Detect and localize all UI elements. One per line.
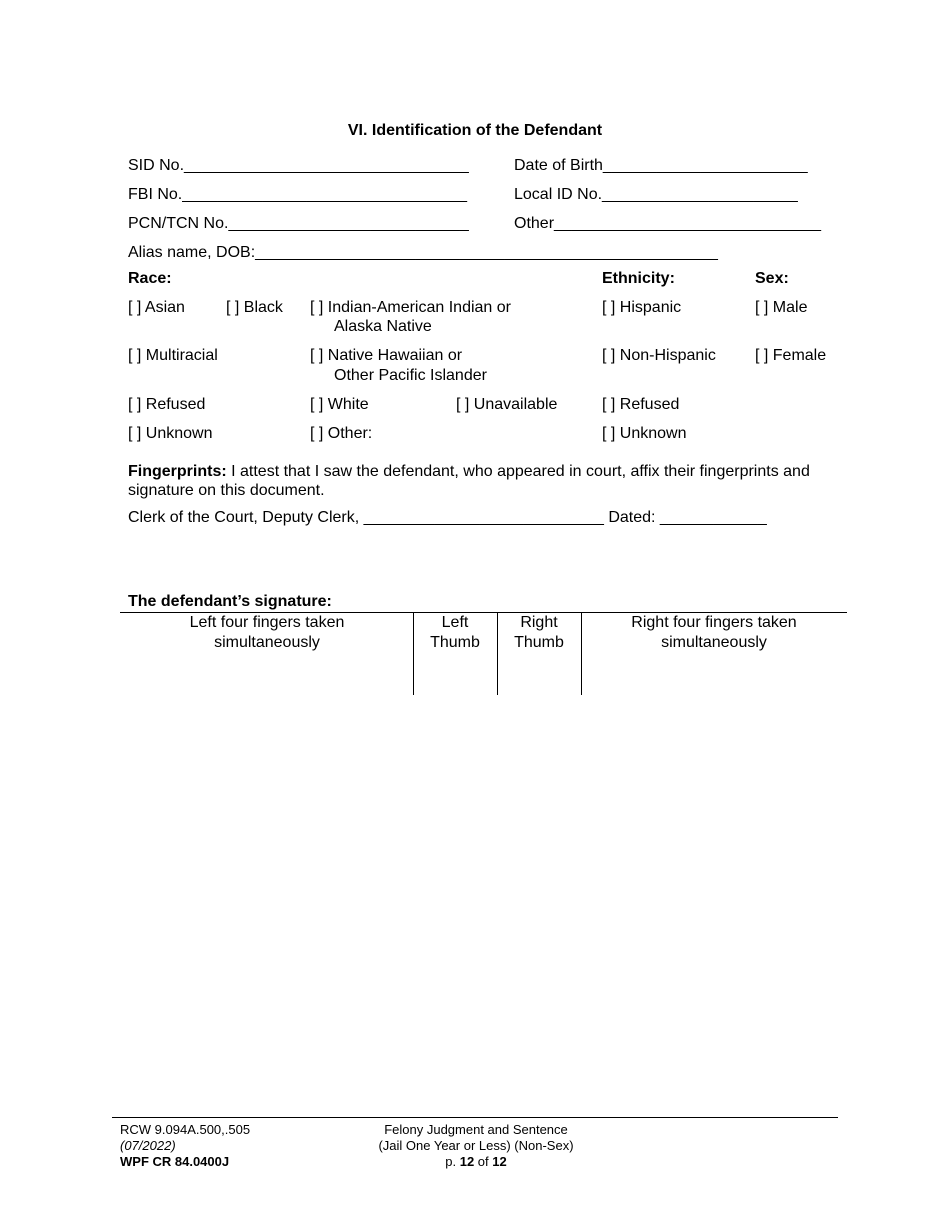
sex-heading: Sex: <box>755 270 789 287</box>
footer-doc-subtitle: (Jail One Year or Less) (Non-Sex) <box>378 1138 574 1153</box>
race-other-option[interactable]: [ ] Other: <box>310 425 373 442</box>
page-prefix: p. <box>445 1154 460 1169</box>
race-unknown-option[interactable]: [ ] Unknown <box>128 425 213 442</box>
section-title: VI. Identification of the Defendant <box>347 122 603 139</box>
ethnicity-non-hispanic-option[interactable]: [ ] Non-Hispanic <box>602 347 716 364</box>
clerk-signature-line: Clerk of the Court, Deputy Clerk, ___________________________ Dated: ____________ <box>128 509 767 526</box>
fingerprint-table-divider <box>497 612 498 695</box>
sex-female-option[interactable]: [ ] Female <box>755 347 827 364</box>
pcn-field: PCN/TCN No.___________________________ <box>128 215 469 232</box>
footer-divider <box>112 1117 838 1118</box>
footer-date: (07/2022) <box>120 1138 176 1153</box>
dob-field: Date of Birth_______________________ <box>514 157 808 174</box>
sex-male-option[interactable]: [ ] Male <box>755 299 808 316</box>
local-id-field: Local ID No.______________________ <box>514 186 798 203</box>
fingerprints-attestation <box>128 462 838 500</box>
race-multiracial-option[interactable]: [ ] Multiracial <box>128 347 218 364</box>
fingerprints-text: I attest that I saw the defendant, who appeared in court, affix their fingerprints and signature on this document. <box>128 463 810 499</box>
alias-field: Alias name, DOB:____________________________________________________ <box>128 244 718 261</box>
race-refused-option[interactable]: [ ] Refused <box>128 396 206 413</box>
other-field: Other______________________________ <box>514 215 821 232</box>
page-current: 12 <box>459 1154 475 1169</box>
fbi-field: FBI No.________________________________ <box>128 186 467 203</box>
footer-form-number: WPF CR 84.0400J <box>120 1154 230 1169</box>
left-thumb-cell: Left Thumb <box>430 614 480 651</box>
race-heading: Race: <box>128 270 172 287</box>
footer-page-number <box>356 1154 596 1169</box>
fingerprint-table-divider <box>581 612 582 695</box>
race-white-option[interactable]: [ ] White <box>310 396 369 413</box>
race-asian-option[interactable]: [ ] Asian <box>128 299 185 316</box>
page-total: 12 <box>492 1154 507 1169</box>
race-hawaiian-option-line2: Other Pacific Islander <box>334 367 487 384</box>
race-indian-option-line2: Alaska Native <box>334 318 432 335</box>
fingerprint-table-divider <box>413 612 414 695</box>
race-unavailable-option[interactable]: [ ] Unavailable <box>456 396 558 413</box>
left-four-fingers-cell: Left four fingers taken simultaneously <box>189 614 345 651</box>
race-black-option[interactable]: [ ] Black <box>226 299 283 316</box>
ethnicity-unknown-option[interactable]: [ ] Unknown <box>602 425 687 442</box>
footer-doc-title: Felony Judgment and Sentence <box>384 1122 568 1137</box>
sid-field: SID No.________________________________ <box>128 157 469 174</box>
race-hawaiian-option[interactable]: [ ] Native Hawaiian or <box>310 347 463 364</box>
right-thumb-cell: Right Thumb <box>514 614 564 651</box>
ethnicity-hispanic-option[interactable]: [ ] Hispanic <box>602 299 682 316</box>
footer-rcw: RCW 9.094A.500,.505 <box>120 1122 251 1137</box>
defendant-signature-label: The defendant’s signature: <box>128 593 332 610</box>
page-of: of <box>474 1154 493 1169</box>
right-four-fingers-cell: Right four fingers taken simultaneously <box>631 614 797 651</box>
race-indian-option[interactable]: [ ] Indian-American Indian or <box>310 299 511 316</box>
ethnicity-heading: Ethnicity: <box>602 270 675 287</box>
ethnicity-refused-option[interactable]: [ ] Refused <box>602 396 680 413</box>
fingerprints-label: Fingerprints: <box>128 463 227 480</box>
